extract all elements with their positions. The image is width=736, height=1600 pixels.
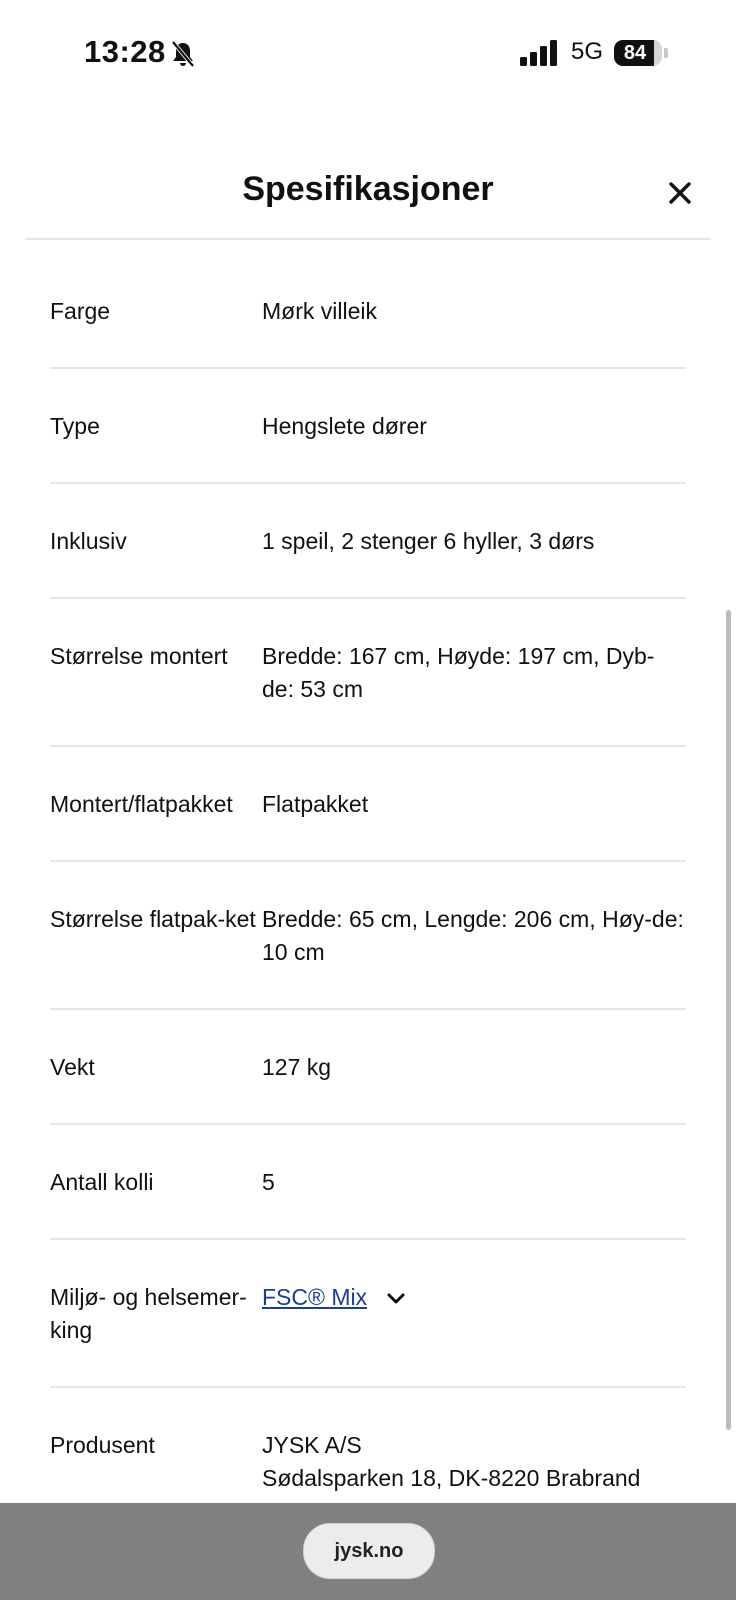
scrollbar[interactable] xyxy=(726,610,731,1430)
spec-value: 5 xyxy=(262,1169,275,1195)
chevron-down-icon[interactable] xyxy=(386,1292,406,1306)
spec-row-color xyxy=(50,254,686,369)
network-type: 5G xyxy=(571,38,604,65)
page-title: Spesifikasjoner xyxy=(242,170,494,208)
spec-row-included xyxy=(50,484,686,599)
sheet-header xyxy=(25,150,711,240)
spec-label: Type xyxy=(50,413,100,439)
battery-percent: 84 xyxy=(623,42,647,64)
spec-value: 1 speil, 2 stenger 6 hyller, 3 dørs xyxy=(262,528,595,554)
spec-label: Miljø- og helsemer-king xyxy=(50,1284,247,1343)
manufacturer-address: Sødalsparken 18, DK-8220 Brabrand xyxy=(262,1465,641,1491)
spec-row-weight xyxy=(50,1010,686,1125)
fsc-mix-link[interactable]: FSC® Mix xyxy=(262,1284,368,1310)
spec-label: Antall kolli xyxy=(50,1169,154,1195)
spec-value xyxy=(262,1429,686,1495)
spec-value: Mørk villeik xyxy=(262,298,377,324)
spec-label: Størrelse montert xyxy=(50,643,228,669)
spec-label: Vekt xyxy=(50,1054,95,1080)
spec-label: Størrelse flatpak-ket xyxy=(50,906,256,932)
spec-label: Montert/flatpakket xyxy=(50,791,233,817)
spec-row-type xyxy=(50,369,686,484)
manufacturer-name: JYSK A/S xyxy=(262,1432,362,1458)
spec-row-flatpack-size xyxy=(50,862,686,1010)
battery-icon xyxy=(614,40,668,66)
spec-label: Produsent xyxy=(50,1432,155,1458)
spec-label: Inklusiv xyxy=(50,528,127,554)
spec-value xyxy=(262,1281,686,1314)
cellular-signal-icon xyxy=(520,40,560,66)
browser-bottom-bar xyxy=(0,1503,736,1600)
spec-label: Farge xyxy=(50,298,111,324)
spec-row-packages xyxy=(50,1125,686,1240)
spec-value: Hengslete dører xyxy=(262,413,427,439)
close-icon[interactable] xyxy=(667,180,693,206)
bell-slash-icon xyxy=(170,40,196,68)
spec-value: Bredde: 65 cm, Lengde: 206 cm, Høy-de: 10 cm xyxy=(262,906,684,965)
status-time: 13:28 xyxy=(84,34,166,69)
spec-row-assembled-size xyxy=(50,599,686,747)
specifications-list xyxy=(50,254,686,1534)
spec-value: Flatpakket xyxy=(262,791,369,817)
spec-value: 127 kg xyxy=(262,1054,332,1080)
status-bar xyxy=(0,0,736,108)
spec-value: Bredde: 167 cm, Høyde: 197 cm, Dyb-de: 53 cm xyxy=(262,643,655,702)
spec-row-assembly xyxy=(50,747,686,862)
url-bar[interactable]: jysk.no xyxy=(303,1523,435,1579)
spec-row-eco-label xyxy=(50,1240,686,1388)
